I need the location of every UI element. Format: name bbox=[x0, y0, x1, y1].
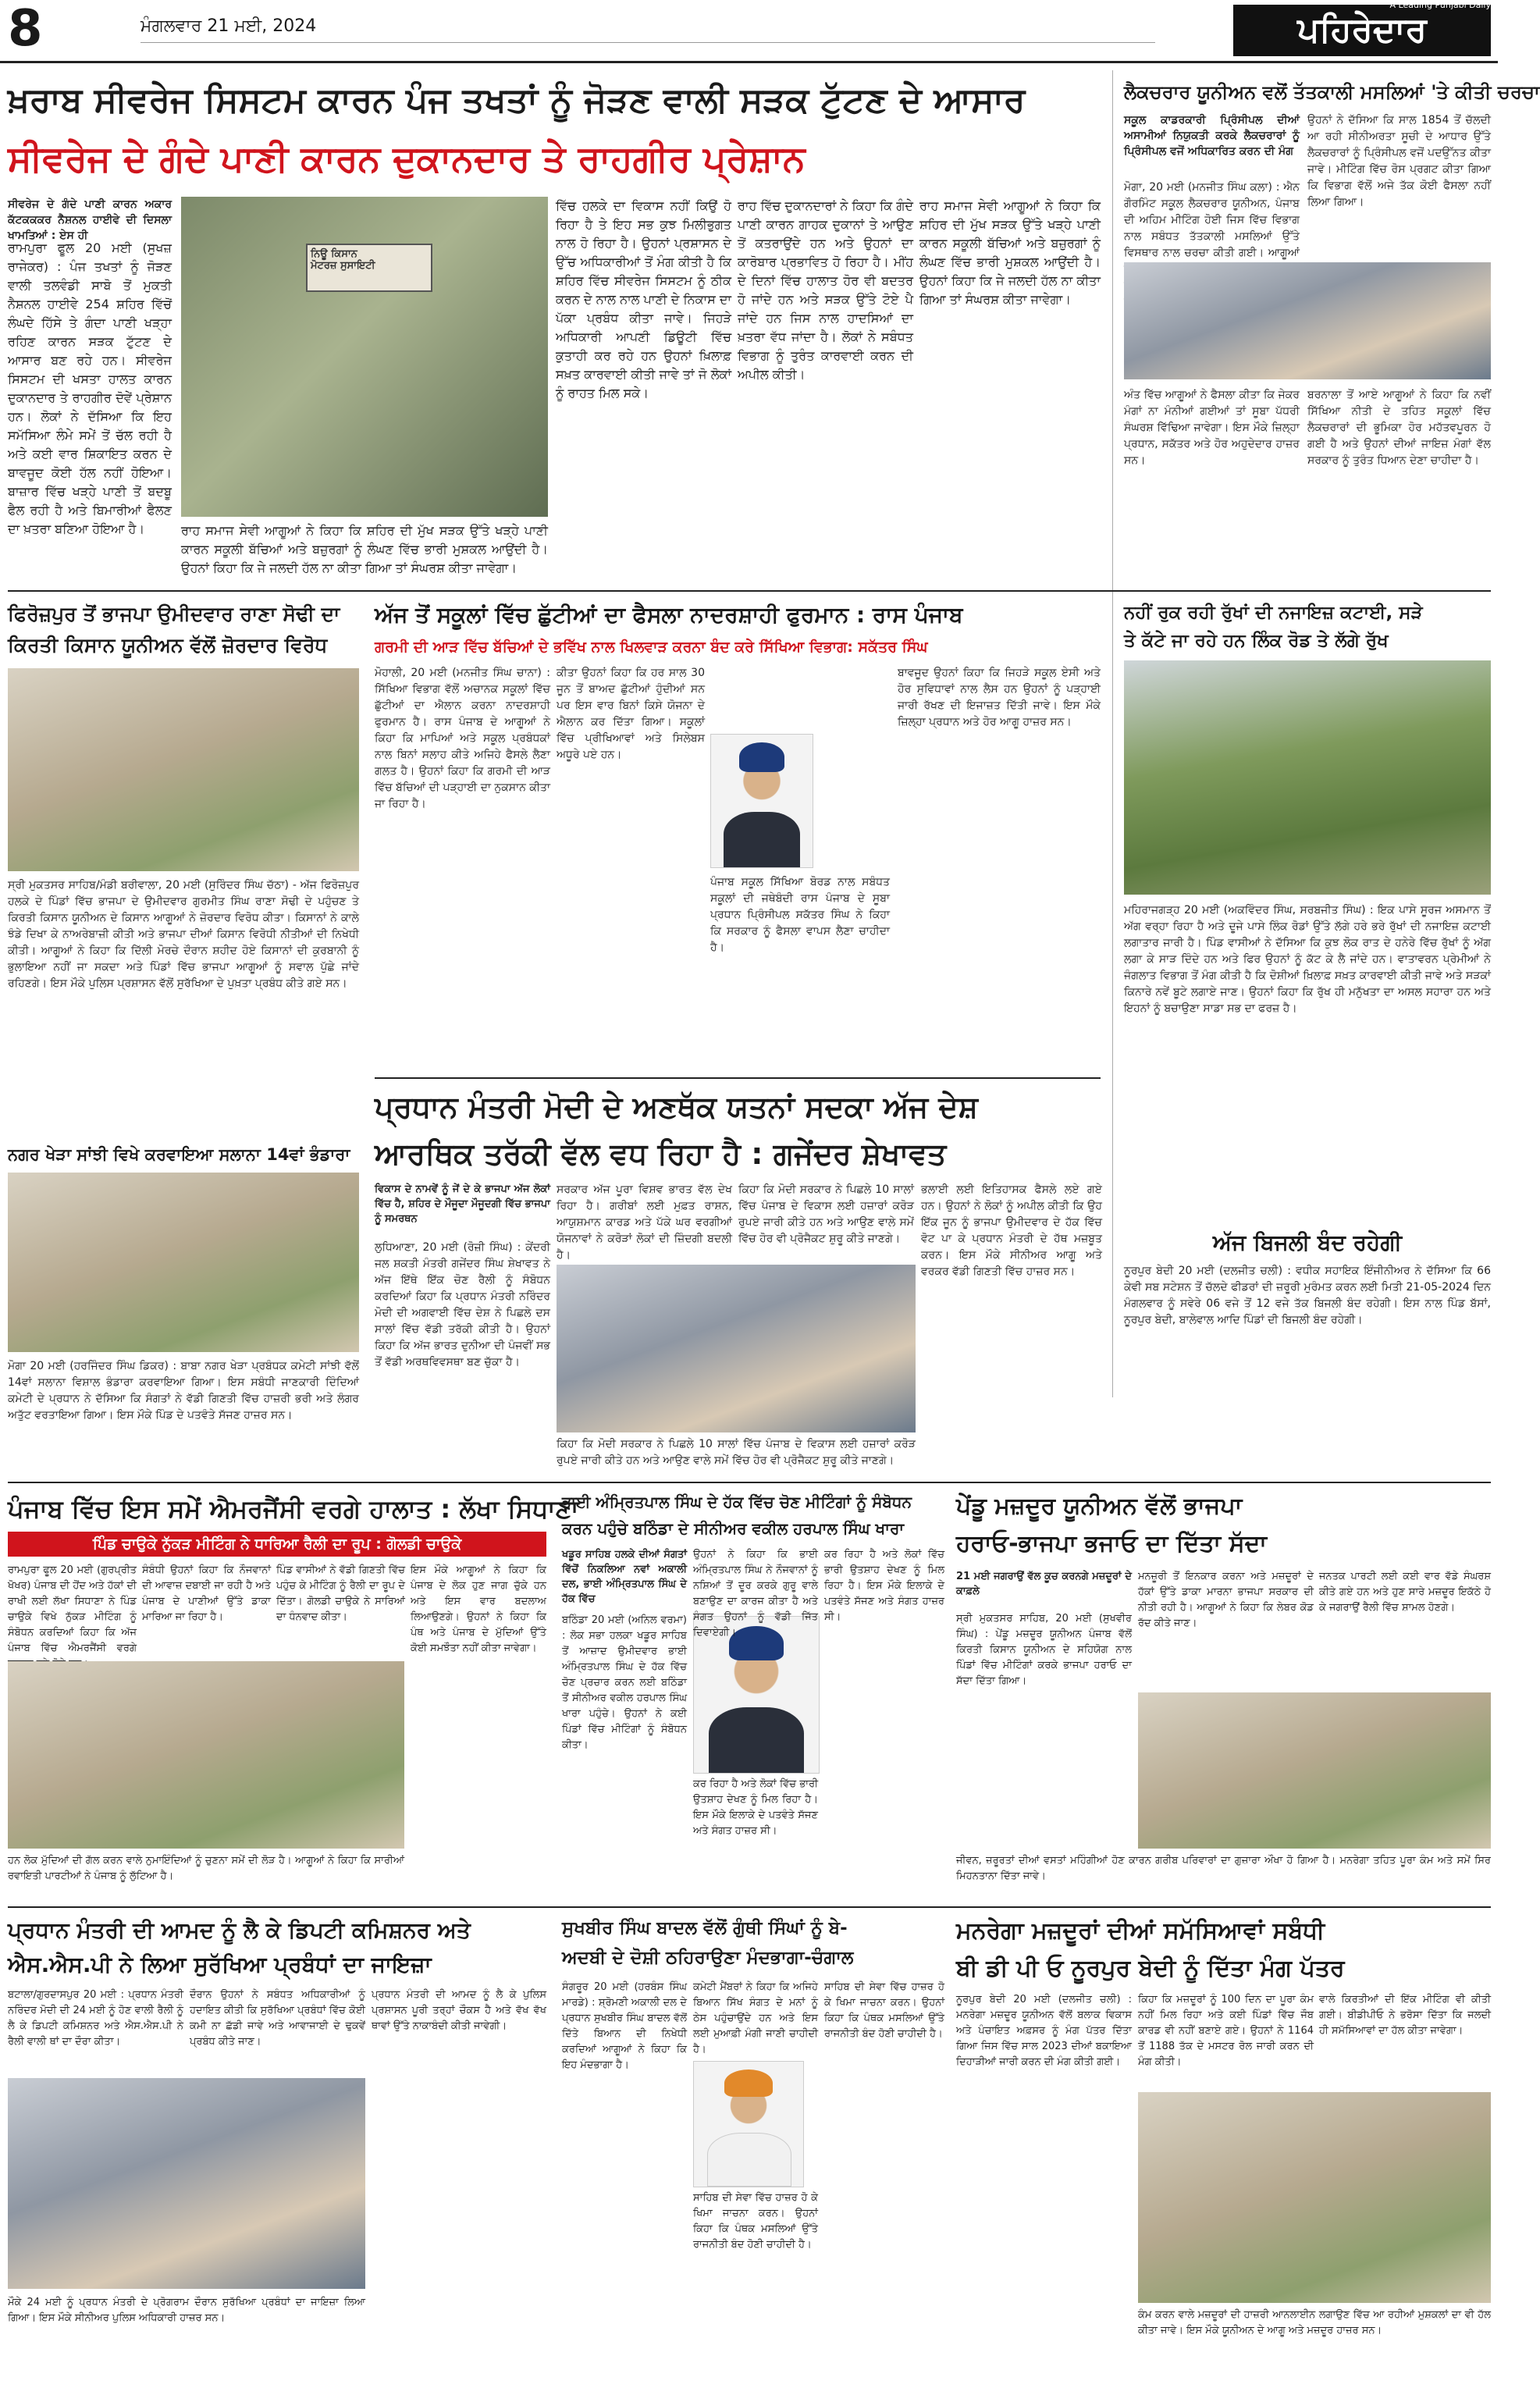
harpal-col-3: ਕਰ ਰਿਹਾ ਹੈ ਅਤੇ ਲੋਕਾਂ ਵਿੱਚ ਭਾਰੀ ਉਤਸ਼ਾਹ ਦੇਖਣ ਨੂੰ ਮਿਲ ਰਿਹਾ ਹੈ। ਇਸ ਮੌਕੇ ਇਲਾਕੇ ਦੇ ਪਤਵੰਤੇ ਸੱਜਣ ਅਤੇ ਸੰਗਤ ਹਾਜ਼ਰ ਸੀ। bbox=[824, 1549, 944, 1623]
signboard-line-2: ਮੋਟਰਜ਼ ਸੁਸਾਇਟੀ bbox=[311, 260, 375, 272]
lead-col-2: ਵਿੱਚ ਹਲਕੇ ਦਾ ਵਿਕਾਸ ਨਹੀਂ ਕਿਉਂ ਹੋ ਰਿਹਾ ਹੈ ਤੇ ਇਹ ਸਭ ਕੁਝ ਮਿਲੀਭੁਗਤ ਨਾਲ ਹੋ ਰਿਹਾ ਹੈ। ਉਹਨਾਂ ਪ੍ਰਸ਼ਾਸਨ ਦੇ ਉੱਚ ਅਧਿਕਾਰੀਆਂ ਤੋਂ ਮੰਗ ਕੀਤੀ ਹੈ ਕਿ ਸ਼ਹਿਰ ਵਿੱਚ ਸੀਵਰੇਜ ਸਿਸਟਮ ਨੂੰ ਠੀਕ ਕਰਨ ਦੇ ਨਾਲ ਨਾਲ ਪਾਣੀ ਦੇ ਨਿਕਾਸ ਦਾ ਪੱਕਾ ਪ੍ਰਬੰਧ ਕੀਤਾ ਜਾਵੇ। ਜਿਹੜੇ ਅਧਿਕਾਰੀ ਆਪਣੀ ਡਿਊਟੀ ਵਿੱਚ ਕੁਤਾਹੀ ਕਰ ਰਹੇ ਹਨ ਉਹਨਾਂ ਖ਼ਿਲਾਫ਼ ਸਖ਼ਤ ਕਾਰਵਾਈ ਕੀਤੀ ਜਾਵੇ ਤਾਂ ਜੋ ਲੋਕਾਂ ਨੂੰ ਰਾਹਤ ਮਿਲ ਸਕੇ। bbox=[556, 198, 731, 400]
harpal-headline-2: ਕਰਨ ਪਹੁੰਚੇ ਬਠਿੰਡਾ ਦੇ ਸੀਨੀਅਰ ਵਕੀਲ ਹਰਪਾਲ ਸਿੰਘ ਖਾਰਾ bbox=[562, 1519, 905, 1538]
lecturer-col-4: ਬਰਨਾਲਾ ਤੋਂ ਆਏ ਆਗੂਆਂ ਨੇ ਕਿਹਾ ਕਿ ਨਵੀਂ ਸਿੱਖਿਆ ਨੀਤੀ ਦੇ ਤਹਿਤ ਸਕੂਲਾਂ ਵਿੱਚ ਲੈਕਚਰਾਰਾਂ ਦੀ ਭੂਮਿਕਾ ਹੋਰ ਮਹੱਤਵਪੂਰਨ ਹੋ ਗਈ ਹੈ ਅਤੇ ਉਹਨਾਂ ਦੀਆਂ ਜਾਇਜ਼ ਮੰਗਾਂ ਵੱਲ ਸਰਕਾਰ ਨੂੰ ਤੁਰੰਤ ਧਿਆਨ ਦੇਣਾ ਚਾਹੀਦਾ ਹੈ। bbox=[1307, 389, 1491, 467]
emergency-col-2: ਸੰਬੰਧੀ ਉਹਨਾਂ ਕਿਹਾ ਕਿ ਨੌਜਵਾਨਾਂ ਦੀ ਆਵਾਜ਼ ਦਬਾਈ ਜਾ ਰਹੀ ਹੈ ਅਤੇ ਪੰਜਾਬ ਦੇ ਪਾਣੀਆਂ ਉੱਤੇ ਡਾਕਾ ਮਾਰਿਆ ਜਾ ਰਿਹਾ ਹੈ। bbox=[142, 1564, 271, 1623]
issue-date: ਮੰਗਲਵਾਰ 21 ਮਈ, 2024 bbox=[140, 11, 1155, 43]
manrega-below: ਕੰਮ ਕਰਨ ਵਾਲੇ ਮਜ਼ਦੂਰਾਂ ਦੀ ਹਾਜ਼ਰੀ ਆਨਲਾਈਨ ਲਗਾਉਣ ਵਿੱਚ ਆ ਰਹੀਆਂ ਮੁਸ਼ਕਲਾਂ ਦਾ ਵੀ ਹੱਲ ਕੀਤਾ ਜਾਵੇ। ਇਸ ਮੌਕੇ ਯੂਨੀਅਨ ਦੇ ਆਗੂ ਅਤੇ ਮਜ਼ਦੂਰ ਹਾਜ਼ਰ ਸਨ। bbox=[1138, 2309, 1491, 2336]
emergency-photo bbox=[8, 1661, 404, 1849]
lead-col-1b: ਰਾਹ ਸਮਾਜ ਸੇਵੀ ਆਗੂਆਂ ਨੇ ਕਿਹਾ ਕਿ ਸ਼ਹਿਰ ਦੀ ਮੁੱਖ ਸੜਕ ਉੱਤੇ ਖੜ੍ਹੇ ਪਾਣੀ ਕਾਰਨ ਸਕੂਲੀ ਬੱਚਿਆਂ ਅਤੇ ਬਜ਼ੁਰਗਾਂ ਨੂੰ ਲੰਘਣ ਵਿੱਚ ਭਾਰੀ ਮੁਸ਼ਕਲ ਆਉਂਦੀ ਹੈ। ਉਹਨਾਂ ਕਿਹਾ ਕਿ ਜੇ ਜਲਦੀ ਹੱਲ ਨਾ ਕੀਤਾ ਗਿਆ ਤਾਂ ਸੰਘਰਸ਼ ਕੀਤਾ ਜਾਵੇਗਾ। bbox=[181, 523, 548, 575]
ferozepur-photo bbox=[8, 668, 359, 871]
ferozepur-headline-2: ਕਿਰਤੀ ਕਿਸਾਨ ਯੂਨੀਅਨ ਵੱਲੋਂ ਜ਼ੋਰਦਾਰ ਵਿਰੋਧ bbox=[8, 634, 328, 657]
photo-signboard bbox=[306, 244, 432, 292]
portrait-turban bbox=[724, 2069, 773, 2097]
emergency-bar: ਪਿੰਡ ਚਾਉਕੇ ਨੁੱਕੜ ਮੀਟਿੰਗ ਨੇ ਧਾਰਿਆ ਰੈਲੀ ਦਾ ਰੂਪ : ਗੋਲਡੀ ਚਾਉਕੇ bbox=[8, 1532, 546, 1557]
portrait-suit bbox=[724, 812, 801, 867]
portrait-suit bbox=[707, 2133, 791, 2187]
emergency-col-1: ਰਾਮਪੁਰਾ ਫੂਲ 20 ਮਈ (ਗੁਰਪ੍ਰੀਤ ਖੋਖਰ) ਪੰਜਾਬ ਦੀ ਹੋਂਦ ਅਤੇ ਹੱਕਾਂ ਦੀ ਰਾਖੀ ਲਈ ਲੱਖਾ ਸਿਧਾਣਾ ਨੇ ਪਿੰਡ ਚਾਉਕੇ ਵਿਖੇ ਨੁੱਕੜ ਮੀਟਿੰਗ ਨੂੰ ਸੰਬੋਧਨ ਕਰਦਿਆਂ ਕਿਹਾ ਕਿ ਅੱਜ ਪੰਜਾਬ ਵਿੱਚ ਐਮਰਜੈਂਸੀ ਵਰਗੇ bbox=[8, 1564, 137, 1654]
lecturer-col-3: ਅੰਤ ਵਿੱਚ ਆਗੂਆਂ ਨੇ ਫੈਸਲਾ ਕੀਤਾ ਕਿ ਜੇਕਰ ਮੰਗਾਂ ਨਾ ਮੰਨੀਆਂ ਗਈਆਂ ਤਾਂ ਸੂਬਾ ਪੱਧਰੀ ਸੰਘਰਸ਼ ਵਿੱਢਿਆ ਜਾਵੇਗਾ। ਇਸ ਮੌਕੇ ਜ਼ਿਲ੍ਹਾ ਪ੍ਰਧਾਨ, ਸਕੱਤਰ ਅਤੇ ਹੋਰ ਅਹੁਦੇਦਾਰ ਹਾਜ਼ਰ ਸਨ। bbox=[1124, 389, 1300, 467]
manrega-photo bbox=[1138, 2092, 1491, 2303]
modi-headline-2: ਆਰਥਿਕ ਤਰੱਕੀ ਵੱਲ ਵਧ ਰਿਹਾ ਹੈ : ਗਜੇਂਦਰ ਸ਼ੇਖਾਵਤ bbox=[375, 1137, 947, 1171]
trees-headline-2: ਤੇ ਕੱਟੇ ਜਾ ਰਹੇ ਹਨ ਲਿੰਕ ਰੋਡ ਤੇ ਲੱਗੇ ਰੁੱਖ bbox=[1124, 631, 1389, 651]
schools-col-4: ਬਾਵਜੂਦ ਉਹਨਾਂ ਕਿਹਾ ਕਿ ਜਿਹੜੇ ਸਕੂਲ ਏਸੀ ਅਤੇ ਹੋਰ ਸੁਵਿਧਾਵਾਂ ਨਾਲ ਲੈਸ ਹਨ ਉਹਨਾਂ ਨੂੰ ਪੜ੍ਹਾਈ ਜਾਰੀ ਰੱਖਣ ਦੀ ਇਜਾਜ਼ਤ ਦਿੱਤੀ ਜਾਵੇ। ਇਸ ਮੌਕੇ ਜ਼ਿਲ੍ਹਾ ਪ੍ਰਧਾਨ ਅਤੇ ਹੋਰ ਆਗੂ ਹਾਜ਼ਰ ਸਨ। bbox=[898, 667, 1101, 728]
harpal-headline-1: ਭਾਈ ਅੰਮ੍ਰਿਤਪਾਲ ਸਿੰਘ ਦੇ ਹੱਕ ਵਿੱਚ ਚੋਣ ਮੀਟਿੰਗਾਂ ਨੂੰ ਸੰਬੋਧਨ bbox=[562, 1493, 912, 1511]
masthead bbox=[0, 0, 1498, 63]
labour-below: ਜੀਵਨ, ਜ਼ਰੂਰਤਾਂ ਦੀਆਂ ਵਸਤਾਂ ਮਹਿੰਗੀਆਂ ਹੋਣ ਕਾਰਨ ਗਰੀਬ ਪਰਿਵਾਰਾਂ ਦਾ ਗੁਜ਼ਾਰਾ ਔਖਾ ਹੋ ਗਿਆ ਹੈ। ਮਨਰੇਗਾ ਤਹਿਤ ਪੂਰਾ ਕੰਮ ਅਤੇ ਸਮੇਂ ਸਿਰ ਮਿਹਨਤਾਨਾ ਦਿੱਤਾ ਜਾਵੇ। bbox=[956, 1855, 1491, 1882]
column-divider bbox=[1112, 70, 1113, 1397]
harpal-intro: ਖਡੂਰ ਸਾਹਿਬ ਹਲਕੇ ਦੀਆਂ ਸੰਗਤਾਂ ਵਿੱਚੋਂ ਨਿਕਲਿਆ ਨਵਾਂ ਅਕਾਲੀ ਦਲ, ਭਾਈ ਅੰਮ੍ਰਿਤਪਾਲ ਸਿੰਘ ਦੇ ਹੱਕ ਵਿੱਚ bbox=[562, 1549, 687, 1605]
portrait-turban bbox=[729, 1626, 784, 1660]
modi-photo bbox=[557, 1265, 916, 1432]
lead-col-1: ਰਾਮਪੁਰਾ ਫੂਲ 20 ਮਈ (ਸੁਖਜ਼ ਰਾਜੇਕਰ) : ਪੰਜ ਤਖਤਾਂ ਨੂੰ ਜੋੜਣ ਵਾਲੀ ਤਲਵੰਡੀ ਸਾਬੋ ਤੋਂ ਮੁਕਤੀ ਨੈਸ਼ਨਲ ਹਾਈਵੇ 254 ਸ਼ਹਿਰ ਵਿੱਚੋਂ ਲੰਘਦੇ ਹਿੱਸੇ ਤੇ ਗੰਦਾ ਪਾਣੀ ਖੜ੍ਹਾ ਰਹਿਣ ਕਾਰਨ ਸੜਕ ਟੁੱਟਣ ਦੇ ਆਸਾਰ ਬਣ ਰਹੇ ਹਨ। ਸੀਵਰੇਜ ਸਿਸਟਮ ਦੀ ਖਸਤਾ ਹਾਲਤ ਕਾਰਨ ਦੁਕਾਨਦਾਰ ਤੇ ਰਾਹਗੀਰ ਦੋਵੇਂ ਪ੍ਰੇਸ਼ਾਨ ਹਨ। ਲੋਕਾਂ ਨੇ ਦੱਸਿਆ ਕਿ ਇਹ ਸਮੱਸਿਆ ਲੰਮੇ ਸਮੇਂ ਤੋਂ ਚੱਲ ਰਹੀ ਹੈ ਅਤੇ ਕਈ ਵਾਰ ਸ਼ਿਕਾਇਤ ਕਰਨ ਦੇ ਬਾਵਜੂਦ ਕੋਈ ਹੱਲ ਨਹੀਂ ਹੋਇਆ। ਬਾਜ਼ਾਰ ਵਿੱਚ ਖੜ੍ਹੇ ਪਾਣੀ ਤੋਂ ਬਦਬੂ ਫੈਲ ਰਹੀ ਹੈ ਅਤੇ ਬਿਮਾਰੀਆਂ ਫੈਲਣ ਦਾ ਖ਼ਤਰਾ ਬਣਿਆ ਹੋਇਆ ਹੈ। bbox=[8, 240, 172, 536]
lead-intro: ਸੀਵਰੇਜ ਦੇ ਗੰਦੇ ਪਾਣੀ ਕਾਰਨ ਅਕਾਰ ਕੱਟਕਕਕਰ ਨੈਸ਼ਨਲ ਹਾਈਵੇ ਦੀ ਦਿਸਲਾ ਖਾਮਤਿਆਂ : ਏਸ ਹੀ bbox=[8, 198, 172, 242]
trees-body: ਮਹਿਰਾਜਗੜ੍ਹ 20 ਮਈ (ਅਕਵਿੰਦਰ ਸਿੰਘ, ਸਰਬਜੀਤ ਸਿੰਘ) : ਇਕ ਪਾਸੇ ਸੂਰਜ ਅਸਮਾਨ ਤੋਂ ਅੱਗ ਵਰ੍ਹਾ ਰਿਹਾ ਹੈ ਅਤੇ ਦੂਜੇ ਪਾਸੇ ਲਿੰਕ ਰੋਡਾਂ ਉੱਤੇ ਲੱਗੇ ਹਰੇ ਭਰੇ ਰੁੱਖਾਂ ਦੀ ਨਜਾਇਜ਼ ਕਟਾਈ ਲਗਾਤਾਰ ਜਾਰੀ ਹੈ। ਪਿੰਡ ਵਾਸੀਆਂ ਨੇ ਦੱਸਿਆ ਕਿ ਕੁਝ ਲੋਕ ਰਾਤ ਦੇ ਹਨੇਰੇ ਵਿੱਚ ਰੁੱਖਾਂ ਨੂੰ ਅੱਗ ਲਗਾ ਕੇ ਸਾੜ ਦਿੰਦੇ ਹਨ ਅਤੇ ਫਿਰ ਉਹਨਾਂ ਨੂੰ ਕੱਟ ਕੇ ਲੈ ਜਾਂਦੇ ਹਨ। ਵਾਤਾਵਰਨ ਪ੍ਰੇਮੀਆਂ ਨੇ ਜੰਗਲਾਤ ਵਿਭਾਗ ਤੋਂ ਮੰਗ ਕੀਤੀ ਹੈ ਕਿ ਦੋਸ਼ੀਆਂ ਖ਼ਿਲਾਫ਼ ਸਖ਼ਤ ਕਾਰਵਾਈ ਕੀਤੀ ਜਾਵੇ ਅਤੇ ਸੜਕਾਂ ਕਿਨਾਰੇ ਨਵੇਂ ਬੂਟੇ ਲਗਾਏ ਜਾਣ। ਉਹਨਾਂ ਕਿਹਾ ਕਿ ਰੁੱਖ ਹੀ ਮਨੁੱਖਤਾ ਦਾ ਅਸਲ ਸਹਾਰਾ ਹਨ ਅਤੇ ਇਹਨਾਂ ਨੂੰ ਬਚਾਉਣਾ ਸਾਡਾ ਸਭ ਦਾ ਫਰਜ਼ ਹੈ। bbox=[1124, 904, 1491, 1015]
labour-headline-2: ਹਰਾਓ-ਭਾਜਪਾ ਭਜਾਓ ਦਾ ਦਿੱਤਾ ਸੱਦਾ bbox=[956, 1530, 1267, 1557]
schools-subhead: ਗਰਮੀ ਦੀ ਆੜ ਵਿੱਚ ਬੱਚਿਆਂ ਦੇ ਭਵਿੱਖ ਨਾਲ ਖਿਲਵਾੜ ਕਰਨਾ ਬੰਦ ਕਰੇ ਸਿੱਖਿਆ ਵਿਭਾਗ: ਸਕੱਤਰ ਸਿੰਘ bbox=[375, 639, 928, 656]
labour-col-3: ਜਨਤਕ ਪਾਰਟੀ ਲਈ ਕਈ ਵਾਰ ਵੱਡੇ ਸੰਘਰਸ਼ ਕੀਤੇ ਗਏ ਹਨ ਅਤੇ ਹੁਣ ਸਾਰੇ ਮਜ਼ਦੂਰ ਇਕੱਠੇ ਹੋ ਕੇ ਜਗਰਾਉਂ ਰੈਲੀ ਵਿੱਚ ਸ਼ਾਮਲ ਹੋਣਗੇ। bbox=[1319, 1571, 1491, 1614]
lead-col-4: ਰਾਹ ਸਮਾਜ ਸੇਵੀ ਆਗੂਆਂ ਨੇ ਕਿਹਾ ਕਿ ਸ਼ਹਿਰ ਦੀ ਮੁੱਖ ਸੜਕ ਉੱਤੇ ਖੜ੍ਹੇ ਪਾਣੀ ਕਾਰਨ ਸਕੂਲੀ ਬੱਚਿਆਂ ਅਤੇ ਬਜ਼ੁਰਗਾਂ ਨੂੰ ਲੰਘਣ ਵਿੱਚ ਭਾਰੀ ਮੁਸ਼ਕਲ ਆਉਂਦੀ ਹੈ। ਉਹਨਾਂ ਕਿਹਾ ਕਿ ਜੇ ਜਲਦੀ ਹੱਲ ਨਾ ਕੀਤਾ ਗਿਆ ਤਾਂ ਸੰਘਰਸ਼ ਕੀਤਾ ਜਾਵੇਗਾ। bbox=[919, 198, 1101, 307]
schools-col-2: ਕੀਤਾ ਉਹਨਾਂ ਕਿਹਾ ਕਿ ਹਰ ਸਾਲ 30 ਜੂਨ ਤੋਂ ਬਾਅਦ ਛੁੱਟੀਆਂ ਹੁੰਦੀਆਂ ਸਨ ਪਰ ਇਸ ਵਾਰ ਬਿਨਾਂ ਕਿਸੇ ਯੋਜਨਾ ਦੇ ਐਲਾਨ ਕਰ ਦਿੱਤਾ ਗਿਆ। ਸਕੂਲਾਂ ਵਿੱਚ ਪ੍ਰੀਖਿਆਵਾਂ ਅਤੇ ਸਿਲੇਬਸ ਅਧੂਰੇ ਪਏ ਹਨ। bbox=[557, 667, 705, 761]
lead-photo bbox=[181, 197, 548, 517]
bhandara-headline: ਨਗਰ ਖੇੜਾ ਸਾਂਝੀ ਵਿਖੇ ਕਰਵਾਇਆ ਸਲਾਨਾ 14ਵਾਂ ਭੰਡਾਰਾ bbox=[8, 1145, 350, 1164]
harpal-col-2b: ਕਰ ਰਿਹਾ ਹੈ ਅਤੇ ਲੋਕਾਂ ਵਿੱਚ ਭਾਰੀ ਉਤਸ਼ਾਹ ਦੇਖਣ ਨੂੰ ਮਿਲ ਰਿਹਾ ਹੈ। ਇਸ ਮੌਕੇ ਇਲਾਕੇ ਦੇ ਪਤਵੰਤੇ ਸੱਜਣ ਅਤੇ ਸੰਗਤ ਹਾਜ਼ਰ ਸੀ। bbox=[693, 1778, 818, 1837]
security-headline-1: ਪ੍ਰਧਾਨ ਮੰਤਰੀ ਦੀ ਆਮਦ ਨੂੰ ਲੈ ਕੇ ਡਿਪਟੀ ਕਮਿਸ਼ਨਰ ਅਤੇ bbox=[8, 1917, 471, 1943]
section-divider bbox=[8, 590, 1491, 592]
emergency-headline: ਪੰਜਾਬ ਵਿੱਚ ਇਸ ਸਮੇਂ ਐਮਰਜੈਂਸੀ ਵਰਗੇ ਹਾਲਾਤ : ਲੱਖਾ ਸਿਧਾਣਾ bbox=[8, 1494, 579, 1524]
sukhbir-col-2: ਕਮੇਟੀ ਮੈਂਬਰਾਂ ਨੇ ਕਿਹਾ ਕਿ ਅਜਿਹੇ ਬਿਆਨ ਸਿੱਖ ਸੰਗਤ ਦੇ ਮਨਾਂ ਨੂੰ ਠੇਸ ਪਹੁੰਚਾਉਂਦੇ ਹਨ ਅਤੇ ਇਸ ਲਈ ਮੁਆਫ਼ੀ ਮੰਗੀ ਜਾਣੀ ਚਾਹੀਦੀ ਹੈ। bbox=[693, 1981, 818, 2055]
emergency-col-3: ਪਿੰਡ ਵਾਸੀਆਂ ਨੇ ਵੱਡੀ ਗਿਣਤੀ ਵਿੱਚ ਪਹੁੰਚ ਕੇ ਮੀਟਿੰਗ ਨੂੰ ਰੈਲੀ ਦਾ ਰੂਪ ਦੇ ਦਿੱਤਾ। ਗੋਲਡੀ ਚਾਉਕੇ ਨੇ ਸਾਰਿਆਂ ਦਾ ਧੰਨਵਾਦ ਕੀਤਾ। bbox=[276, 1564, 405, 1623]
newspaper-tagline: A Leading Punjabi Daily bbox=[1389, 0, 1491, 10]
schools-headline: ਅੱਜ ਤੋਂ ਸਕੂਲਾਂ ਵਿੱਚ ਛੁੱਟੀਆਂ ਦਾ ਫੈਸਲਾ ਨਾਦਰਸ਼ਾਹੀ ਫੁਰਮਾਨ : ਰਾਸ ਪੰਜਾਬ bbox=[375, 602, 963, 628]
schools-portrait bbox=[710, 734, 813, 868]
trees-headline-1: ਨਹੀਂ ਰੁਕ ਰਹੀ ਰੁੱਖਾਂ ਦੀ ਨਜਾਇਜ਼ ਕਟਾਈ, ਸੜੇ bbox=[1124, 603, 1423, 623]
power-cut-headline: ਅੱਜ ਬਿਜਲੀ ਬੰਦ ਰਹੇਗੀ bbox=[1212, 1230, 1403, 1255]
sukhbir-portrait bbox=[693, 2061, 804, 2187]
trees-photo bbox=[1124, 660, 1491, 895]
security-photo bbox=[8, 2078, 365, 2289]
emergency-below: ਹਨ ਲੋਕ ਮੁੱਦਿਆਂ ਦੀ ਗੱਲ ਕਰਨ ਵਾਲੇ ਨੁਮਾਇੰਦਿਆਂ ਨੂੰ ਚੁਣਨਾ ਸਮੇਂ ਦੀ ਲੋੜ ਹੈ। ਆਗੂਆਂ ਨੇ ਕਿਹਾ ਕਿ ਸਾਰੀਆਂ ਰਵਾਇਤੀ ਪਾਰਟੀਆਂ ਨੇ ਪੰਜਾਬ ਨੂੰ ਲੁੱਟਿਆ ਹੈ। bbox=[8, 1855, 404, 1882]
modi-col-1: ਲੁਧਿਆਣਾ, 20 ਮਈ (ਰੋਜ਼ੀ ਸਿੰਘ) : ਕੇਂਦਰੀ ਜਲ ਸ਼ਕਤੀ ਮੰਤਰੀ ਗਜੇਂਦਰ ਸਿੰਘ ਸ਼ੇਖਾਵਤ ਨੇ ਅੱਜ ਇੱਥੇ ਇੱਕ ਚੋਣ ਰੈਲੀ ਨੂੰ ਸੰਬੋਧਨ ਕਰਦਿਆਂ ਕਿਹਾ ਕਿ ਪ੍ਰਧਾਨ ਮੰਤਰੀ ਨਰਿੰਦਰ ਮੋਦੀ ਦੀ ਅਗਵਾਈ ਵਿੱਚ ਦੇਸ਼ ਨੇ ਪਿਛਲੇ ਦਸ ਸਾਲਾਂ ਵਿੱਚ ਵੱਡੀ ਤਰੱਕੀ ਕੀਤੀ ਹੈ। ਉਹਨਾਂ ਕਿਹਾ ਕਿ ਅੱਜ ਭਾਰਤ ਦੁਨੀਆ ਦੀ ਪੰਜਵੀਂ ਸਭ ਤੋਂ ਵੱਡੀ ਅਰਥਵਿਵਸਥਾ ਬਣ ਚੁੱਕਾ ਹੈ। bbox=[375, 1241, 550, 1368]
ferozepur-headline-1: ਫਿਰੋਜ਼ਪੁਰ ਤੋਂ ਭਾਜਪਾ ਉਮੀਦਵਾਰ ਰਾਣਾ ਸੋਢੀ ਦਾ bbox=[8, 603, 340, 625]
section-divider bbox=[8, 1482, 1491, 1483]
manrega-headline-1: ਮਨਰੇਗਾ ਮਜ਼ਦੂਰਾਂ ਦੀਆਂ ਸਮੱਸਿਆਵਾਂ ਸਬੰਧੀ bbox=[956, 1917, 1325, 1945]
sukhbir-col-2b: ਸਾਹਿਬ ਦੀ ਸੇਵਾ ਵਿੱਚ ਹਾਜ਼ਰ ਹੋ ਕੇ ਖਿਮਾ ਜਾਚਨਾ ਕਰਨ। ਉਹਨਾਂ ਕਿਹਾ ਕਿ ਪੰਥਕ ਮਸਲਿਆਂ ਉੱਤੇ ਰਾਜਨੀਤੀ ਬੰਦ ਹੋਣੀ ਚਾਹੀਦੀ ਹੈ। bbox=[693, 2192, 818, 2251]
manrega-col-2: ਕਿਹਾ ਕਿ ਮਜ਼ਦੂਰਾਂ ਨੂੰ 100 ਦਿਨ ਦਾ ਪੂਰਾ ਕੰਮ ਨਹੀਂ ਮਿਲ ਰਿਹਾ ਅਤੇ ਕਈ ਪਿੰਡਾਂ ਵਿੱਚ ਜੌਬ ਕਾਰਡ ਵੀ ਨਹੀਂ ਬਣਾਏ ਗਏ। ਉਹਨਾਂ ਨੇ 1164 ਤੋਂ 1188 ਤੱਕ ਦੇ ਮਸਟਰ ਰੋਲ ਜਾਰੀ ਕਰਨ ਦੀ ਮੰਗ ਕੀਤੀ। bbox=[1138, 1994, 1314, 2068]
security-headline-2: ਐਸ.ਐਸ.ਪੀ ਨੇ ਲਿਆ ਸੁਰੱਖਿਆ ਪ੍ਰਬੰਧਾਂ ਦਾ ਜਾਇਜ਼ਾ bbox=[8, 1952, 432, 1977]
page-number: 8 bbox=[8, 0, 43, 58]
manrega-col-1: ਨੂਰਪੁਰ ਬੇਦੀ 20 ਮਈ (ਦਲਜੀਤ ਚਲੀ) : ਮਨਰੇਗਾ ਮਜ਼ਦੂਰ ਯੂਨੀਅਨ ਵੱਲੋਂ ਬਲਾਕ ਵਿਕਾਸ ਅਤੇ ਪੰਚਾਇਤ ਅਫ਼ਸਰ ਨੂੰ ਮੰਗ ਪੱਤਰ ਦਿੱਤਾ ਗਿਆ ਜਿਸ ਵਿੱਚ ਸਾਲ 2023 ਦੀਆਂ ਬਕਾਇਆ ਦਿਹਾੜੀਆਂ ਜਾਰੀ ਕਰਨ ਦੀ ਮੰਗ ਕੀਤੀ ਗਈ। bbox=[956, 1994, 1132, 2068]
sukhbir-headline-1: ਸੁਖਬੀਰ ਸਿੰਘ ਬਾਦਲ ਵੱਲੋਂ ਗੁੰਥੀ ਸਿੰਘਾਂ ਨੂੰ ਬੇ- bbox=[562, 1918, 848, 1938]
sukhbir-col-3: ਸਾਹਿਬ ਦੀ ਸੇਵਾ ਵਿੱਚ ਹਾਜ਼ਰ ਹੋ ਕੇ ਖਿਮਾ ਜਾਚਨਾ ਕਰਨ। ਉਹਨਾਂ ਕਿਹਾ ਕਿ ਪੰਥਕ ਮਸਲਿਆਂ ਉੱਤੇ ਰਾਜਨੀਤੀ ਬੰਦ ਹੋਣੀ ਚਾਹੀਦੀ ਹੈ। bbox=[824, 1981, 944, 2040]
security-col-2: ਦੌਰਾਨ ਉਹਨਾਂ ਨੇ ਸਬੰਧਤ ਅਧਿਕਾਰੀਆਂ ਨੂੰ ਹਦਾਇਤ ਕੀਤੀ ਕਿ ਸੁਰੱਖਿਆ ਪ੍ਰਬੰਧਾਂ ਵਿੱਚ ਕੋਈ ਕਮੀ ਨਾ ਛੱਡੀ ਜਾਵੇ ਅਤੇ ਆਵਾਜਾਈ ਦੇ ਢੁਕਵੇਂ ਪ੍ਰਬੰਧ ਕੀਤੇ ਜਾਣ। bbox=[190, 1989, 365, 2048]
security-below: ਮੌਕੇ 24 ਮਈ ਨੂੰ ਪ੍ਰਧਾਨ ਮੰਤਰੀ ਦੇ ਪ੍ਰੋਗਰਾਮ ਦੌਰਾਨ ਸੁਰੱਖਿਆ ਪ੍ਰਬੰਧਾਂ ਦਾ ਜਾਇਜ਼ਾ ਲਿਆ ਗਿਆ। ਇਸ ਮੌਕੇ ਸੀਨੀਅਰ ਪੁਲਿਸ ਅਧਿਕਾਰੀ ਹਾਜ਼ਰ ਸਨ। bbox=[8, 2297, 365, 2324]
harpal-col-1: ਬਠਿੰਡਾ 20 ਮਈ (ਅਨਿਲ ਵਰਮਾ) : ਲੋਕ ਸਭਾ ਹਲਕਾ ਖਡੂਰ ਸਾਹਿਬ ਤੋਂ ਆਜ਼ਾਦ ਉਮੀਦਵਾਰ ਭਾਈ ਅੰਮ੍ਰਿਤਪਾਲ ਸਿੰਘ ਦੇ ਹੱਕ ਵਿੱਚ ਚੋਣ ਪ੍ਰਚਾਰ ਕਰਨ ਲਈ ਬਠਿੰਡਾ ਤੋਂ ਸੀਨੀਅਰ ਵਕੀਲ ਹਰਪਾਲ ਸਿੰਘ ਖਾਰਾ ਪਹੁੰਚੇ। ਉਹਨਾਂ ਨੇ ਕਈ ਪਿੰਡਾਂ ਵਿੱਚ ਮੀਟਿੰਗਾਂ ਨੂੰ ਸੰਬੋਧਨ ਕੀਤਾ। bbox=[562, 1614, 687, 1751]
emergency-col-4: ਇਸ ਮੌਕੇ ਆਗੂਆਂ ਨੇ ਕਿਹਾ ਕਿ ਪੰਜਾਬ ਦੇ ਲੋਕ ਹੁਣ ਜਾਗ ਚੁੱਕੇ ਹਨ ਅਤੇ ਇਸ ਵਾਰ ਬਦਲਾਅ ਲਿਆਉਣਗੇ। ਉਹਨਾਂ ਨੇ ਕਿਹਾ ਕਿ ਪੰਥ ਅਤੇ ਪੰਜਾਬ ਦੇ ਮੁੱਦਿਆਂ ਉੱਤੇ ਕੋਈ ਸਮਝੌਤਾ ਨਹੀਂ ਕੀਤਾ ਜਾਵੇਗਾ। bbox=[411, 1564, 546, 1654]
labour-intro: 21 ਮਈ ਜਗਰਾਉਂ ਵੱਲ ਕੂਚ ਕਰਨਗੇ ਮਜ਼ਦੂਰਾਂ ਦੇ ਕਾਫ਼ਲੇ bbox=[956, 1571, 1132, 1597]
lecturer-photo bbox=[1124, 262, 1491, 379]
ferozepur-body: ਸ੍ਰੀ ਮੁਕਤਸਰ ਸਾਹਿਬ/ਮੰਡੀ ਬਰੀਵਾਲਾ, 20 ਮਈ (ਸੁਰਿੰਦਰ ਸਿੰਘ ਚੱਠਾ) - ਅੱਜ ਫਿਰੋਜ਼ਪੁਰ ਹਲਕੇ ਦੇ ਪਿੰਡਾਂ ਵਿੱਚ ਭਾਜਪਾ ਦੇ ਉਮੀਦਵਾਰ ਗੁਰਮੀਤ ਸਿੰਘ ਰਾਣਾ ਸੋਢੀ ਦੇ ਪਹੁੰਚਣ ਤੇ ਕਿਰਤੀ ਕਿਸਾਨ ਯੂਨੀਅਨ ਦੇ ਕਿਸਾਨ ਆਗੂਆਂ ਨੇ ਜ਼ੋਰਦਾਰ ਵਿਰੋਧ ਕੀਤਾ। ਕਿਸਾਨਾਂ ਨੇ ਕਾਲੇ ਝੰਡੇ ਦਿਖਾ ਕੇ ਨਾਅਰੇਬਾਜ਼ੀ ਕੀਤੀ ਅਤੇ ਭਾਜਪਾ ਦੀਆਂ ਕਿਸਾਨ ਵਿਰੋਧੀ ਨੀਤੀਆਂ ਦੀ ਨਿਖੇਧੀ ਕੀਤੀ। ਆਗੂਆਂ ਨੇ ਕਿਹਾ ਕਿ ਦਿੱਲੀ ਮੋਰਚੇ ਦੌਰਾਨ ਸ਼ਹੀਦ ਹੋਏ ਕਿਸਾਨਾਂ ਦੀ ਕੁਰਬਾਨੀ ਨੂੰ ਭੁਲਾਇਆ ਨਹੀਂ ਜਾ ਸਕਦਾ ਅਤੇ ਪਿੰਡਾਂ ਵਿੱਚ ਭਾਜਪਾ ਆਗੂਆਂ ਨੂੰ ਸਵਾਲ ਪੁੱਛੇ ਜਾਂਦੇ ਰਹਿਣਗੇ। ਇਸ ਮੌਕੇ ਪੁਲਿਸ ਪ੍ਰਸ਼ਾਸਨ ਵੱਲੋਂ ਸੁਰੱਖਿਆ ਦੇ ਪੁਖ਼ਤਾ ਪ੍ਰਬੰਧ ਕੀਤੇ ਗਏ ਸਨ। bbox=[8, 879, 359, 990]
lecturer-intro: ਸਕੂਲ ਕਾਡਰਕਾਰੀ ਪ੍ਰਿੰਸੀਪਲ ਦੀਆਂ ਅਸਾਮੀਆਂ ਨਿਯੁਕਤੀ ਕਰਕੇ ਲੈਕਚਰਾਰਾਂ ਨੂੰ ਪ੍ਰਿੰਸੀਪਲ ਵਜੋਂ ਅਧਿਕਾਰਿਤ ਕਰਨ ਦੀ ਮੰਗ bbox=[1124, 114, 1300, 158]
schools-col-3: ਪੰਜਾਬ ਸਕੂਲ ਸਿੱਖਿਆ ਬੋਰਡ ਨਾਲ ਸਬੰਧਤ ਸਕੂਲਾਂ ਦੀ ਜਥੇਬੰਦੀ ਰਾਸ ਪੰਜਾਬ ਦੇ ਸੂਬਾ ਪ੍ਰਧਾਨ ਪ੍ਰਿੰਸੀਪਲ ਸਕੱਤਰ ਸਿੰਘ ਨੇ ਕਿਹਾ ਕਿ ਸਰਕਾਰ ਨੂੰ ਫੈਸਲਾ ਵਾਪਸ ਲੈਣਾ ਚਾਹੀਦਾ ਹੈ। bbox=[710, 876, 890, 954]
lecturer-col-1: ਮੋਗਾ, 20 ਮਈ (ਮਨਜੀਤ ਸਿੰਘ ਕਲਾ) : ਐਨ ਗੌਰਮਿੰਟ ਸਕੂਲ ਲੈਕਚਰਾਰ ਯੂਨੀਅਨ, ਪੰਜਾਬ ਦੀ ਅਹਿਮ ਮੀਟਿੰਗ ਹੋਈ ਜਿਸ ਵਿੱਚ ਵਿਭਾਗ ਨਾਲ ਸਬੰਧਤ ਤੱਤਕਾਲੀ ਮਸਲਿਆਂ ਉੱਤੇ ਵਿਸਥਾਰ ਨਾਲ ਚਰਚਾ ਕੀਤੀ ਗਈ। ਆਗੂਆਂ bbox=[1124, 181, 1300, 259]
schools-col-1: ਮੋਹਾਲੀ, 20 ਮਈ (ਮਨਜੀਤ ਸਿੰਘ ਚਾਨਾ) : ਸਿੱਖਿਆ ਵਿਭਾਗ ਵੱਲੋਂ ਅਚਾਨਕ ਸਕੂਲਾਂ ਵਿੱਚ ਛੁੱਟੀਆਂ ਦਾ ਐਲਾਨ ਕਰਨਾ ਨਾਦਰਸ਼ਾਹੀ ਫੁਰਮਾਨ ਹੈ। ਰਾਸ ਪੰਜਾਬ ਦੇ ਆਗੂਆਂ ਨੇ ਕਿਹਾ ਕਿ ਮਾਪਿਆਂ ਅਤੇ ਸਕੂਲ ਪ੍ਰਬੰਧਕਾਂ ਨਾਲ ਬਿਨਾਂ ਸਲਾਹ ਕੀਤੇ ਅਜਿਹੇ ਫੈਸਲੇ ਲੈਣਾ ਗਲਤ ਹੈ। ਉਹਨਾਂ ਕਿਹਾ ਕਿ ਗਰਮੀ ਦੀ ਆੜ ਵਿੱਚ ਬੱਚਿਆਂ ਦੀ ਪੜ੍ਹਾਈ ਦਾ ਨੁਕਸਾਨ ਕੀਤਾ ਜਾ ਰਿਹਾ ਹੈ। bbox=[375, 667, 550, 810]
lecturer-headline: ਲੈਕਚਰਾਰ ਯੂਨੀਅਨ ਵਲੋਂ ਤੱਤਕਾਲੀ ਮਸਲਿਆਂ 'ਤੇ ਕੀਤੀ ਚਰਚਾ bbox=[1124, 81, 1540, 103]
labour-col-1: ਸ੍ਰੀ ਮੁਕਤਸਰ ਸਾਹਿਬ, 20 ਮਈ (ਸੁਖਵੀਰ ਸਿੰਘ) : ਪੇਂਡੂ ਮਜ਼ਦੂਰ ਯੂਨੀਅਨ ਪੰਜਾਬ ਵੱਲੋਂ ਕਿਰਤੀ ਕਿਸਾਨ ਯੂਨੀਅਨ ਦੇ ਸਹਿਯੋਗ ਨਾਲ ਪਿੰਡਾਂ ਵਿੱਚ ਮੀਟਿੰਗਾਂ ਕਰਕੇ ਭਾਜਪਾ ਹਰਾਓ ਦਾ ਸੱਦਾ ਦਿੱਤਾ ਗਿਆ। bbox=[956, 1613, 1132, 1687]
section-divider bbox=[375, 1077, 1101, 1079]
harpal-col-2: ਉਹਨਾਂ ਨੇ ਕਿਹਾ ਕਿ ਭਾਈ ਅੰਮ੍ਰਿਤਪਾਲ ਸਿੰਘ ਨੇ ਨੌਜਵਾਨਾਂ ਨੂੰ ਨਸ਼ਿਆਂ ਤੋਂ ਦੂਰ ਕਰਕੇ ਗੁਰੂ ਵਾਲੇ ਬਣਾਉਣ ਦਾ ਕਾਰਜ ਕੀਤਾ ਹੈ ਅਤੇ ਸੰਗਤ ਉਹਨਾਂ ਨੂੰ ਵੱਡੀ ਜਿੱਤ ਦਿਵਾਏਗੀ। bbox=[693, 1549, 818, 1639]
newspaper-logo: ਪਹਿਰੇਦਾਰ bbox=[1233, 5, 1491, 56]
bhandara-photo bbox=[8, 1173, 359, 1352]
modi-col-4: ਭਲਾਈ ਲਈ ਇਤਿਹਾਸਕ ਫੈਸਲੇ ਲਏ ਗਏ ਹਨ। ਉਹਨਾਂ ਨੇ ਲੋਕਾਂ ਨੂੰ ਅਪੀਲ ਕੀਤੀ ਕਿ ਉਹ ਇੱਕ ਜੂਨ ਨੂੰ ਭਾਜਪਾ ਉਮੀਦਵਾਰ ਦੇ ਹੱਕ ਵਿੱਚ ਵੋਟ ਪਾ ਕੇ ਪ੍ਰਧਾਨ ਮੰਤਰੀ ਦੇ ਹੱਥ ਮਜ਼ਬੂਤ ਕਰਨ। ਇਸ ਮੌਕੇ ਸੀਨੀਅਰ ਆਗੂ ਅਤੇ ਵਰਕਰ ਵੱਡੀ ਗਿਣਤੀ ਵਿੱਚ ਹਾਜ਼ਰ ਸਨ। bbox=[921, 1183, 1102, 1278]
modi-col-2: ਸਰਕਾਰ ਅੱਜ ਪੂਰਾ ਵਿਸ਼ਵ ਭਾਰਤ ਵੱਲ ਦੇਖ ਰਿਹਾ ਹੈ। ਗਰੀਬਾਂ ਲਈ ਮੁਫ਼ਤ ਰਾਸ਼ਨ, ਆਯੁਸ਼ਮਾਨ ਕਾਰਡ ਅਤੇ ਪੱਕੇ ਘਰ ਵਰਗੀਆਂ ਯੋਜਨਾਵਾਂ ਨੇ ਕਰੋੜਾਂ ਲੋਕਾਂ ਦੀ ਜ਼ਿੰਦਗੀ ਬਦਲੀ ਹੈ। bbox=[557, 1183, 732, 1262]
lead-headline: ਖ਼ਰਾਬ ਸੀਵਰੇਜ ਸਿਸਟਮ ਕਾਰਨ ਪੰਜ ਤਖਤਾਂ ਨੂੰ ਜੋੜਣ ਵਾਲੀ ਸੜਕ ਟੁੱਟਣ ਦੇ ਆਸਾਰ bbox=[8, 80, 1026, 120]
lead-subhead: ਸੀਵਰੇਜ ਦੇ ਗੰਦੇ ਪਾਣੀ ਕਾਰਨ ਦੁਕਾਨਦਾਰ ਤੇ ਰਾਹਗੀਰ ਪ੍ਰੇਸ਼ਾਨ bbox=[8, 137, 806, 180]
portrait-suit bbox=[709, 1707, 804, 1773]
modi-intro: ਵਿਕਾਸ ਦੇ ਨਾਮਵੇਂ ਨੂੰ ਜੇਂ ਦੇ ਕੇ ਭਾਜਪਾ ਅੱਜ ਲੋਕਾਂ ਵਿੱਚ ਹੈ, ਸ਼ਹਿਰ ਦੇ ਮੌਜੂਦਾ ਮੌਜੂਦਗੀ ਵਿੱਚ ਭਾਜਪਾ ਨੂੰ ਸਮਰਥਨ bbox=[375, 1183, 550, 1225]
signboard-line-1: ਨਿਊ ਕਿਸਾਨ bbox=[311, 248, 357, 260]
manrega-col-3: ਵਾਲੇ ਕਿਰਤੀਆਂ ਦੀ ਇੱਕ ਮੀਟਿੰਗ ਵੀ ਕੀਤੀ ਗਈ। ਬੀਡੀਪੀਓ ਨੇ ਭਰੋਸਾ ਦਿੱਤਾ ਕਿ ਜਲਦੀ ਹੀ ਸਮੱਸਿਆਵਾਂ ਦਾ ਹੱਲ ਕੀਤਾ ਜਾਵੇਗਾ। bbox=[1319, 1994, 1491, 2037]
sukhbir-headline-2: ਅਦਬੀ ਦੇ ਦੋਸ਼ੀ ਠਹਿਰਾਉਣਾ ਮੰਦਭਾਗਾ-ਚੰਗਾਲ bbox=[562, 1948, 854, 1968]
portrait-turban bbox=[739, 742, 784, 771]
lead-col-3: ਰਾਹ ਵਿੱਚ ਦੁਕਾਨਦਾਰਾਂ ਨੇ ਕਿਹਾ ਕਿ ਗੰਦੇ ਪਾਣੀ ਕਾਰਨ ਗਾਹਕ ਦੁਕਾਨਾਂ ਤੇ ਆਉਣ ਤੋਂ ਕਤਰਾਉਂਦੇ ਹਨ ਅਤੇ ਉਹਨਾਂ ਦਾ ਕਾਰੋਬਾਰ ਪ੍ਰਭਾਵਿਤ ਹੋ ਰਿਹਾ ਹੈ। ਮੀਂਹ ਦੇ ਦਿਨਾਂ ਵਿੱਚ ਹਾਲਾਤ ਹੋਰ ਵੀ ਬਦਤਰ ਹੋ ਜਾਂਦੇ ਹਨ ਅਤੇ ਸੜਕ ਉੱਤੇ ਟੋਏ ਪੈ ਜਾਂਦੇ ਹਨ ਜਿਸ ਨਾਲ ਹਾਦਸਿਆਂ ਦਾ ਖ਼ਤਰਾ ਵੱਧ ਜਾਂਦਾ ਹੈ। ਲੋਕਾਂ ਨੇ ਸਬੰਧਤ ਵਿਭਾਗ ਨੂੰ ਤੁਰੰਤ ਕਾਰਵਾਈ ਕਰਨ ਦੀ ਅਪੀਲ ਕੀਤੀ। bbox=[738, 198, 913, 382]
manrega-headline-2: ਬੀ ਡੀ ਪੀ ਓ ਨੂਰਪੁਰ ਬੇਦੀ ਨੂੰ ਦਿੱਤਾ ਮੰਗ ਪੱਤਰ bbox=[956, 1955, 1345, 1982]
modi-headline-1: ਪ੍ਰਧਾਨ ਮੰਤਰੀ ਮੋਦੀ ਦੇ ਅਣਥੱਕ ਯਤਨਾਂ ਸਦਕਾ ਅੱਜ ਦੇਸ਼ bbox=[375, 1090, 978, 1124]
bhandara-body: ਮੋਗਾ 20 ਮਈ (ਹਰਜਿੰਦਰ ਸਿੰਘ ਡਿਕਰ) : ਬਾਬਾ ਨਗਰ ਖੇੜਾ ਪ੍ਰਬੰਧਕ ਕਮੇਟੀ ਸਾਂਝੀ ਵੱਲੋਂ 14ਵਾਂ ਸਲਾਨਾ ਵਿਸ਼ਾਲ ਭੰਡਾਰਾ ਕਰਵਾਇਆ ਗਿਆ। ਇਸ ਸਬੰਧੀ ਜਾਣਕਾਰੀ ਦਿੰਦਿਆਂ ਕਮੇਟੀ ਦੇ ਪ੍ਰਧਾਨ ਨੇ ਦੱਸਿਆ ਕਿ ਸੰਗਤਾਂ ਨੇ ਵੱਡੀ ਗਿਣਤੀ ਵਿੱਚ ਹਾਜ਼ਰੀ ਭਰੀ ਅਤੇ ਲੰਗਰ ਅਤੁੱਟ ਵਰਤਾਇਆ ਗਿਆ। ਇਸ ਮੌਕੇ ਪਿੰਡ ਦੇ ਪਤਵੰਤੇ ਸੱਜਣ ਹਾਜ਼ਰ ਸਨ। bbox=[8, 1360, 359, 1422]
modi-col-2b: ਕਿਹਾ ਕਿ ਮੋਦੀ ਸਰਕਾਰ ਨੇ ਪਿਛਲੇ 10 ਸਾਲਾਂ ਵਿੱਚ ਪੰਜਾਬ ਦੇ ਵਿਕਾਸ ਲਈ ਹਜ਼ਾਰਾਂ ਕਰੋੜ ਰੁਪਏ ਜਾਰੀ ਕੀਤੇ ਹਨ ਅਤੇ ਆਉਣ ਵਾਲੇ ਸਮੇਂ ਵਿੱਚ ਹੋਰ ਵੀ ਪ੍ਰੋਜੈਕਟ ਸ਼ੁਰੂ ਕੀਤੇ ਜਾਣਗੇ। bbox=[557, 1438, 916, 1467]
power-cut-body: ਨੂਰਪੁਰ ਬੇਦੀ 20 ਮਈ (ਦਲਜੀਤ ਚਲੀ) : ਵਧੀਕ ਸਹਾਇਕ ਇੰਜੀਨੀਅਰ ਨੇ ਦੱਸਿਆ ਕਿ 66 ਕੇਵੀ ਸਬ ਸਟੇਸ਼ਨ ਤੋਂ ਚੱਲਦੇ ਫੀਡਰਾਂ ਦੀ ਜ਼ਰੂਰੀ ਮੁਰੰਮਤ ਕਰਨ ਲਈ ਮਿਤੀ 21-05-2024 ਦਿਨ ਮੰਗਲਵਾਰ ਨੂੰ ਸਵੇਰੇ 06 ਵਜੇ ਤੋਂ 12 ਵਜੇ ਤੱਕ ਬਿਜਲੀ ਬੰਦ ਰਹੇਗੀ। ਇਸ ਨਾਲ ਪਿੰਡ ਬੱਸਾਂ, ਨੂਰਪੁਰ ਬੇਦੀ, ਬਾਲੇਵਾਲ ਆਦਿ ਪਿੰਡਾਂ ਦੀ ਬਿਜਲੀ ਬੰਦ ਰਹੇਗੀ। bbox=[1124, 1265, 1491, 1326]
labour-col-2: ਮਨਜ਼ੂਰੀ ਤੋਂ ਇਨਕਾਰ ਕਰਨਾ ਅਤੇ ਮਜ਼ਦੂਰਾਂ ਦੇ ਹੱਕਾਂ ਉੱਤੇ ਡਾਕਾ ਮਾਰਨਾ ਭਾਜਪਾ ਸਰਕਾਰ ਦੀ ਨੀਤੀ ਰਹੀ ਹੈ। ਆਗੂਆਂ ਨੇ ਕਿਹਾ ਕਿ ਲੇਬਰ ਕੋਡ ਰੱਦ ਕੀਤੇ ਜਾਣ। bbox=[1138, 1571, 1314, 1629]
sukhbir-col-1: ਸੰਗਰੂਰ 20 ਮਈ (ਹਰਬੰਸ ਸਿੰਘ ਮਾਰਡੇ) : ਸ਼੍ਰੋਮਣੀ ਅਕਾਲੀ ਦਲ ਦੇ ਪ੍ਰਧਾਨ ਸੁਖਬੀਰ ਸਿੰਘ ਬਾਦਲ ਵੱਲੋਂ ਦਿੱਤੇ ਬਿਆਨ ਦੀ ਨਿਖੇਧੀ ਕਰਦਿਆਂ ਆਗੂਆਂ ਨੇ ਕਿਹਾ ਕਿ ਇਹ ਮੰਦਭਾਗਾ ਹੈ। bbox=[562, 1981, 687, 2071]
labour-headline-1: ਪੇਂਡੂ ਮਜ਼ਦੂਰ ਯੂਨੀਅਨ ਵੱਲੋਂ ਭਾਜਪਾ bbox=[956, 1493, 1243, 1520]
modi-col-3: ਕਿਹਾ ਕਿ ਮੋਦੀ ਸਰਕਾਰ ਨੇ ਪਿਛਲੇ 10 ਸਾਲਾਂ ਵਿੱਚ ਪੰਜਾਬ ਦੇ ਵਿਕਾਸ ਲਈ ਹਜ਼ਾਰਾਂ ਕਰੋੜ ਰੁਪਏ ਜਾਰੀ ਕੀਤੇ ਹਨ ਅਤੇ ਆਉਣ ਵਾਲੇ ਸਮੇਂ ਵਿੱਚ ਹੋਰ ਵੀ ਪ੍ਰੋਜੈਕਟ ਸ਼ੁਰੂ ਕੀਤੇ ਜਾਣਗੇ। bbox=[738, 1183, 914, 1245]
lecturer-col-2: ਉਹਨਾਂ ਨੇ ਦੱਸਿਆ ਕਿ ਸਾਲ 1854 ਤੋਂ ਚੱਲਦੀ ਆ ਰਹੀ ਸੀਨੀਅਰਤਾ ਸੂਚੀ ਦੇ ਆਧਾਰ ਉੱਤੇ ਲੈਕਚਰਾਰਾਂ ਨੂੰ ਪ੍ਰਿੰਸੀਪਲ ਵਜੋਂ ਪਦਉੱਨਤ ਕੀਤਾ ਜਾਵੇ। ਮੀਟਿੰਗ ਵਿੱਚ ਰੋਸ ਪ੍ਰਗਟ ਕੀਤਾ ਗਿਆ ਕਿ ਵਿਭਾਗ ਵੱਲੋਂ ਅਜੇ ਤੱਕ ਕੋਈ ਫੈਸਲਾ ਨਹੀਂ ਲਿਆ ਗਿਆ। bbox=[1307, 114, 1491, 208]
security-col-1: ਬਟਾਲਾ/ਗੁਰਦਾਸਪੁਰ 20 ਮਈ : ਪ੍ਰਧਾਨ ਮੰਤਰੀ ਨਰਿੰਦਰ ਮੋਦੀ ਦੀ 24 ਮਈ ਨੂੰ ਹੋਣ ਵਾਲੀ ਰੈਲੀ ਨੂੰ ਲੈ ਕੇ ਡਿਪਟੀ ਕਮਿਸ਼ਨਰ ਅਤੇ ਐਸ.ਐਸ.ਪੀ ਨੇ ਰੈਲੀ ਵਾਲੀ ਥਾਂ ਦਾ ਦੌਰਾ ਕੀਤਾ। bbox=[8, 1989, 183, 2048]
section-divider bbox=[8, 1906, 1491, 1908]
labour-photo bbox=[1138, 1692, 1491, 1849]
security-col-3: ਪ੍ਰਧਾਨ ਮੰਤਰੀ ਦੀ ਆਮਦ ਨੂੰ ਲੈ ਕੇ ਪੁਲਿਸ ਪ੍ਰਸ਼ਾਸਨ ਪੂਰੀ ਤਰ੍ਹਾਂ ਚੌਕਸ ਹੈ ਅਤੇ ਵੱਖ ਵੱਖ ਥਾਵਾਂ ਉੱਤੇ ਨਾਕਾਬੰਦੀ ਕੀਤੀ ਜਾਵੇਗੀ। bbox=[372, 1989, 546, 2032]
